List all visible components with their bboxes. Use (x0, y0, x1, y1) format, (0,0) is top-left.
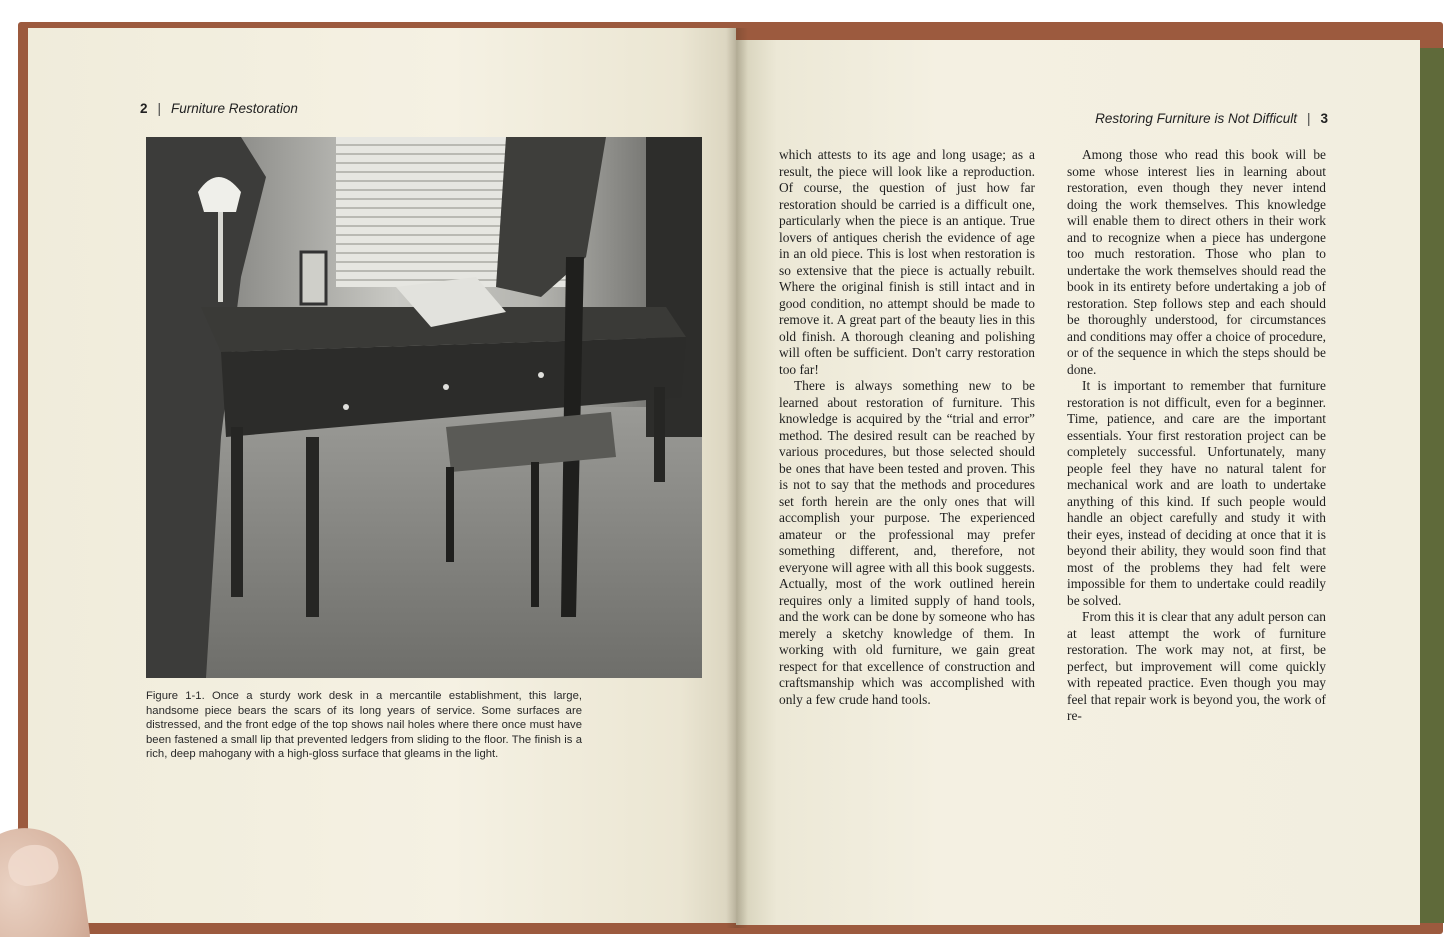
paragraph: There is always something new to be learned about restoration of furniture. This knowledge is acquired by the “trial and error” method. The desired result can be reached by various procedures, but those selected should be ones that have been tested and proven. This is not to say that the methods and procedures set forth herein are the only ones that will accomplish your purpose. The experienced amateur or the professional may prefer something different, and, therefore, not everyone will agree with all this book suggests. Actually, most of the work outlined herein requires only a limited supply of hand tools, and the work can be done by someone who has merely a sketchy knowledge of them. In working with old furniture, we gain great respect for that excellence of construction and craftsmanship which was accomplished with only a few crude hand tools. (779, 378, 1035, 707)
paragraph: From this it is clear that any adult person can at least attempt the work of furniture restoration. The work may not, at first, be perfect, but improvement will come quickly with repeated practice. Even though you may feel that repair work is beyond you, the work of re- (1067, 609, 1326, 723)
right-header-separator: | (1306, 111, 1311, 126)
book-gutter (726, 28, 748, 928)
left-page-header (140, 101, 298, 116)
photo-chair-leg (531, 462, 539, 607)
photo-drawer-knob (343, 404, 349, 410)
photo-desk-leg (231, 427, 243, 597)
cover-edge (1418, 48, 1444, 923)
desk-photo-illustration (146, 137, 702, 678)
left-running-title: Furniture Restoration (171, 101, 298, 116)
left-page-number: 2 (140, 101, 148, 116)
text-column-2 (1067, 147, 1326, 725)
photo-desk-leg (654, 387, 665, 482)
photo-drawer-knob (443, 384, 449, 390)
photo-lamp-stem (218, 212, 223, 302)
photo-picture-frame (301, 252, 326, 304)
text-column-1 (779, 147, 1035, 708)
right-page-header (1095, 111, 1328, 126)
paragraph: which attests to its age and long usage; as a result, the piece will look like a reproduction. Of course, the question of just how far restoration should be carried is a difficult one, particularly when the piece is an antique. True lovers of antiques cherish the evidence of age in an old piece. This is lost when restoration is so extensive that the piece is actually rebuilt. Where the original finish is still intact and in good condition, no attempt should be made to remove it. A great part of the beauty lies in this old finish. A thorough cleaning and polishing will often be sufficient. Don't carry restoration too far! (779, 147, 1035, 377)
paragraph: Among those who read this book will be some whose interest lies in learning about restoration, even though they never intend doing the work themselves. This knowledge will enable them to direct others in their work and to recognize when a piece has undergone too much restoration. Those who plan to undertake the work themselves should read the book in its entirety before undertaking a job of restoration. Step follows step and each should be thoroughly understood, for circumstances and conditions may offer a choice of procedure, or of the sequence in which the steps should be done. (1067, 147, 1326, 377)
right-page-number: 3 (1320, 111, 1328, 126)
paragraph: It is important to remember that furniture restoration is not difficult, even for a beginner. Time, patience, and care are the important essentials. Your first restoration project can be completely successful. Unfortunately, many people feel they have no natural talent for mechanical work and are loath to undertake anything of this kind. If such people would handle an object carefully and study it with their eyes, instead of deciding at once that it is beyond their ability, they would soon find that most of the problems they had felt were impossible for them to undertake could readily be solved. (1067, 378, 1326, 608)
right-running-title: Restoring Furniture is Not Difficult (1095, 111, 1297, 126)
photo-floor (146, 407, 702, 678)
left-header-separator: | (157, 101, 162, 116)
photo-drawer-knob (538, 372, 544, 378)
figure-photo (146, 137, 702, 678)
figure-caption: Figure 1-1. Once a sturdy work desk in a mercantile establishment, this large, handsome piece bears the scars of its long years of service. Some surfaces are distressed, and the front edge of the top shows nail holes where there once must have been fastened a small lip that prevented ledgers from sliding to the floor. The finish is a rich, deep mahogany with a high-gloss surface that gleams in the light. (146, 690, 582, 760)
photo-chair-leg (446, 467, 454, 562)
photo-desk-leg (306, 437, 319, 617)
